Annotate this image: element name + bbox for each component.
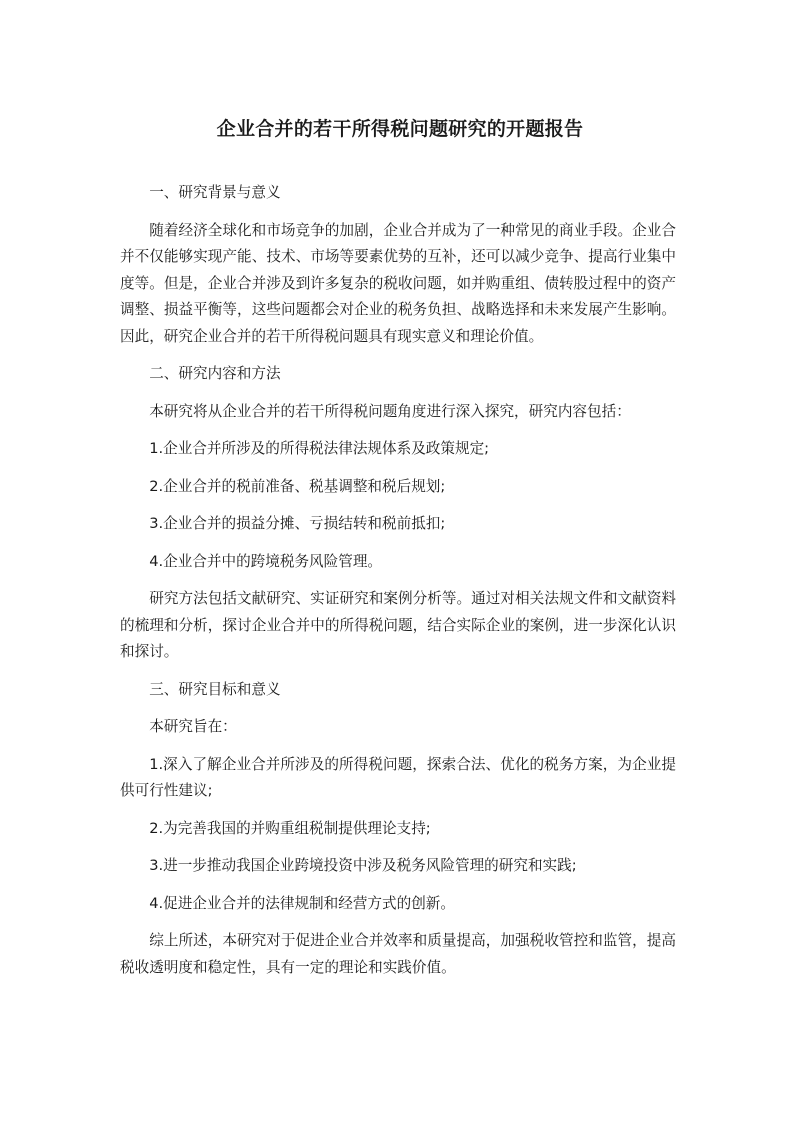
list-item: 3.企业合并的损益分摊、亏损结转和税前抵扣; <box>149 515 446 532</box>
section-heading: 一、研究背景与意义 <box>149 184 281 201</box>
paragraph: 本研究将从企业合并的若干所得税问题角度进行深入探究，研究内容包括： <box>149 402 631 420</box>
list-item: 3.进一步推动我国企业跨境投资中涉及税务风险管理的研究和实践; <box>149 857 577 874</box>
list-item: 2.企业合并的税前准备、税基调整和税后规划; <box>149 477 446 495</box>
paragraph: 综上所述，本研究对于促进企业合并效率和质量提高，加强税收管控和监管，提高税收透明度和稳定性，具有一定的理论和实践价值。 <box>120 932 676 976</box>
list-item: 1.深入了解企业合并所涉及的所得税问题，探索合法、优化的税务方案，为企业提供可行性建议; <box>120 755 676 799</box>
list-item: 4.企业合并中的跨境税务风险管理。 <box>149 552 383 570</box>
section-heading: 三、研究目标和意义 <box>149 680 281 698</box>
list-item: 2.为完善我国的并购重组税制提供理论支持; <box>149 819 431 837</box>
section-heading: 二、研究内容和方法 <box>149 365 281 382</box>
document-title: 企业合并的若干所得税问题研究的开题报告 <box>216 118 584 140</box>
paragraph: 研究方法包括文献研究、实证研究和案例分析等。通过对相关法规文件和文献资料的梳理和分析，探讨企业合并中的所得税问题，结合实际企业的案例，进一步深化认识和探讨。 <box>120 590 676 660</box>
paragraph: 本研究旨在： <box>149 718 237 735</box>
list-item: 1.企业合并所涉及的所得税法律法规体系及政策规定; <box>149 440 490 457</box>
document-body <box>120 180 676 992</box>
list-item: 4.促进企业合并的法律规制和经营方式的创新。 <box>149 894 455 912</box>
paragraph: 随着经济全球化和市场竞争的加剧，企业合并成为了一种常见的商业手段。企业合并不仅能够实现产能、技术、市场等要素优势的互补，还可以减少竞争、提高行业集中度等。但是，企业合并涉及到许多复杂的税收问题，如并购重组、债转股过程中的资产调整、损益平衡等，这些问题都会对企业的税务负担、战略选择和未来发展产生影响。因此，研究企业合并的若干所得税问题具有现实意义和理论价值。 <box>120 221 676 345</box>
